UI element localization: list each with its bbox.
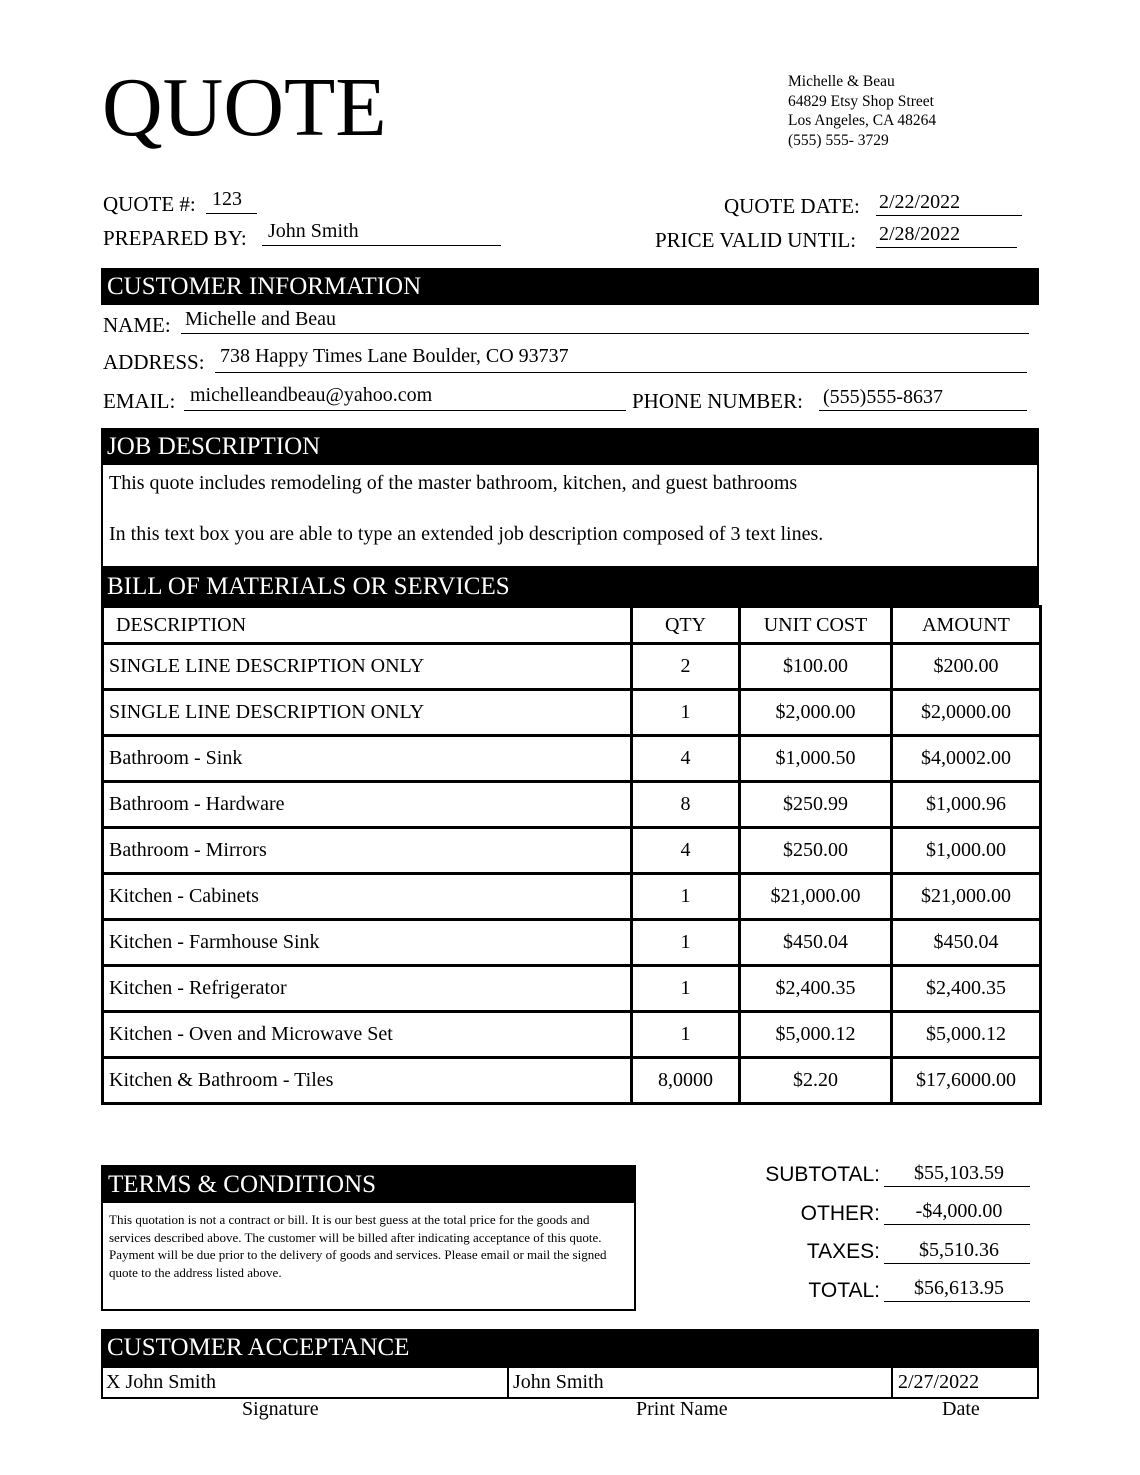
print-name-field[interactable]: John Smith [513,1371,604,1393]
table-row [103,736,1041,782]
acceptance-divider [891,1368,893,1397]
job-description-line-1: This quote includes remodeling of the master bathroom, kitchen, and guest bathrooms [109,472,798,494]
job-description-heading: JOB DESCRIPTION [101,428,1039,465]
line-item-amount[interactable]: $17,6000.00 [892,1058,1041,1104]
table-row [103,1012,1041,1058]
line-item-amount[interactable]: $200.00 [892,644,1041,690]
line-item-description[interactable]: SINGLE LINE DESCRIPTION ONLY [103,690,632,736]
line-item-description[interactable]: Bathroom - Hardware [103,782,632,828]
document-title: QUOTE [102,61,387,154]
quote-date-label: QUOTE DATE: [724,194,860,218]
date-caption: Date [942,1398,980,1420]
taxes-label: TAXES: [806,1240,880,1263]
table-row [103,966,1041,1012]
bill-table-header [103,607,1041,644]
customer-email-value[interactable]: michelleandbeau@yahoo.com [190,384,433,406]
line-item-unit-cost[interactable]: $100.00 [740,644,892,690]
line-item-amount[interactable]: $2,400.35 [892,966,1041,1012]
subtotal-value[interactable]: $55,103.59 [914,1162,1004,1184]
customer-phone-label: PHONE NUMBER: [632,389,803,413]
table-row [103,782,1041,828]
line-item-unit-cost[interactable]: $250.99 [740,782,892,828]
line-item-qty[interactable]: 1 [632,690,740,736]
line-item-description[interactable]: SINGLE LINE DESCRIPTION ONLY [103,644,632,690]
table-row [103,874,1041,920]
line-item-unit-cost[interactable]: $2,400.35 [740,966,892,1012]
company-name: Michelle & Beau [788,73,895,90]
line-item-unit-cost[interactable]: $5,000.12 [740,1012,892,1058]
customer-name-value[interactable]: Michelle and Beau [185,308,337,330]
prepared-by-underline [262,245,501,246]
line-item-qty[interactable]: 2 [632,644,740,690]
other-value[interactable]: -$4,000.00 [915,1200,1003,1222]
line-item-qty[interactable]: 8,0000 [632,1058,740,1104]
bill-heading: BILL OF MATERIALS OR SERVICES [101,568,1039,605]
customer-phone-underline [819,410,1027,411]
column-qty: QTY [632,607,740,644]
total-value[interactable]: $56,613.95 [914,1277,1004,1299]
signature-field[interactable]: X John Smith [106,1371,217,1393]
line-item-description[interactable]: Bathroom - Sink [103,736,632,782]
table-row [103,644,1041,690]
customer-address-label: ADDRESS: [103,350,205,374]
valid-until-underline [876,247,1017,248]
bill-table [101,605,1042,1105]
job-description-box[interactable] [101,464,1039,568]
terms-box [101,1165,636,1311]
customer-name-label: NAME: [103,313,171,337]
table-row [103,920,1041,966]
line-item-amount[interactable]: $4,0002.00 [892,736,1041,782]
line-item-amount[interactable]: $21,000.00 [892,874,1041,920]
line-item-unit-cost[interactable]: $2.20 [740,1058,892,1104]
customer-email-underline [184,410,626,411]
line-item-unit-cost[interactable]: $250.00 [740,828,892,874]
customer-address-value[interactable]: 738 Happy Times Lane Boulder, CO 93737 [220,345,569,367]
terms-text: This quotation is not a contract or bill. It is our best guess at the total price for the goods and services described above. The customer will be billed after indicating acceptance of this quote. Payment will be due prior to the delivery of goods and services. Please email or mail the signed quote to the address listed above. [109,1212,607,1280]
signature-caption: Signature [242,1398,319,1420]
quote-number-underline [206,213,257,214]
line-item-unit-cost[interactable]: $2,000.00 [740,690,892,736]
line-item-qty[interactable]: 1 [632,1012,740,1058]
line-item-qty[interactable]: 1 [632,966,740,1012]
line-item-description[interactable]: Bathroom - Mirrors [103,828,632,874]
quote-date-value[interactable]: 2/22/2022 [879,191,961,213]
line-item-description[interactable]: Kitchen & Bathroom - Tiles [103,1058,632,1104]
customer-phone-value[interactable]: (555)555-8637 [823,386,943,408]
column-description: DESCRIPTION [103,607,632,644]
line-item-description[interactable]: Kitchen - Cabinets [103,874,632,920]
subtotal-underline [884,1186,1030,1187]
quote-number-label: QUOTE #: [103,192,196,216]
valid-until-value[interactable]: 2/28/2022 [879,223,961,245]
column-unit-cost: UNIT COST [740,607,892,644]
acceptance-row [101,1366,1039,1399]
valid-until-label: PRICE VALID UNTIL: [655,228,857,252]
line-item-qty[interactable]: 1 [632,874,740,920]
table-row [103,828,1041,874]
line-item-unit-cost[interactable]: $1,000.50 [740,736,892,782]
acceptance-divider [507,1368,509,1397]
taxes-underline [884,1263,1030,1264]
customer-address-underline [215,372,1027,373]
customer-name-underline [181,333,1029,334]
line-item-qty[interactable]: 4 [632,828,740,874]
other-underline [884,1224,1030,1225]
company-city: Los Angeles, CA 48264 [788,112,937,129]
line-item-description[interactable]: Kitchen - Refrigerator [103,966,632,1012]
prepared-by-value[interactable]: John Smith [268,220,359,242]
company-phone: (555) 555- 3729 [788,131,889,149]
line-item-description[interactable]: Kitchen - Oven and Microwave Set [103,1012,632,1058]
table-row [103,1058,1041,1104]
line-item-unit-cost[interactable]: $450.04 [740,920,892,966]
total-underline [884,1301,1030,1302]
line-item-amount[interactable]: $1,000.96 [892,782,1041,828]
company-address-block [788,72,936,150]
total-label: TOTAL: [808,1279,880,1302]
subtotal-label: SUBTOTAL: [765,1163,880,1186]
other-label: OTHER: [800,1202,880,1225]
prepared-by-label: PREPARED BY: [103,226,247,250]
line-item-unit-cost[interactable]: $21,000.00 [740,874,892,920]
taxes-value[interactable]: $5,510.36 [919,1239,999,1261]
customer-info-heading: CUSTOMER INFORMATION [101,268,1039,305]
line-item-amount[interactable]: $1,000.00 [892,828,1041,874]
date-field[interactable]: 2/27/2022 [898,1371,980,1393]
quote-number-value[interactable]: 123 [212,188,242,210]
customer-email-label: EMAIL: [103,389,176,413]
terms-heading: TERMS & CONDITIONS [103,1167,634,1203]
line-item-amount[interactable]: $2,0000.00 [892,690,1041,736]
company-street: 64829 Etsy Shop Street [788,92,934,110]
job-description-line-2: In this text box you are able to type an extended job description composed of 3 text lines. [109,523,824,545]
line-item-amount[interactable]: $450.04 [892,920,1041,966]
line-item-qty[interactable]: 4 [632,736,740,782]
print-name-caption: Print Name [636,1398,728,1420]
quote-date-underline [876,215,1022,216]
table-row [103,690,1041,736]
line-item-description[interactable]: Kitchen - Farmhouse Sink [103,920,632,966]
line-item-qty[interactable]: 8 [632,782,740,828]
line-item-amount[interactable]: $5,000.12 [892,1012,1041,1058]
acceptance-heading: CUSTOMER ACCEPTANCE [101,1329,1039,1366]
line-item-qty[interactable]: 1 [632,920,740,966]
column-amount: AMOUNT [892,607,1041,644]
